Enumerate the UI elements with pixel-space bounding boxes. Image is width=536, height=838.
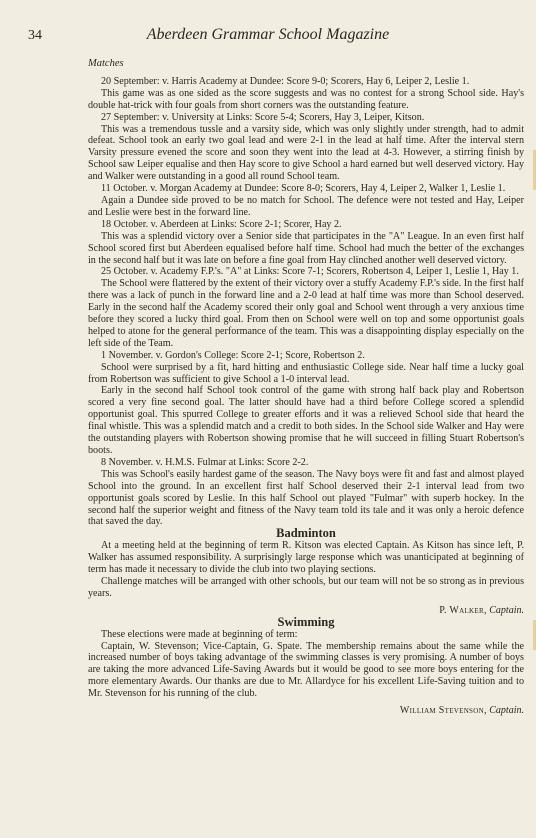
matches-paragraph: School were surprised by a fit, hard hitting and enthusiastic College side. Near half time a lucky goal from Robertson was sufficient to give School a 1-0 interval lead. (88, 361, 524, 385)
journal-title: Aberdeen Grammar School Magazine (146, 26, 390, 43)
matches-heading: Matches (88, 58, 124, 69)
swimming-signature (88, 705, 524, 717)
matches-paragraph: Again a Dundee side proved to be no match for School. The defence were not tested and Hay, Leiper and Leslie were best in the forward line. (88, 194, 524, 218)
swimming-paragraph: Captain, W. Stevenson; Vice-Captain, G. Spate. The membership remains about the same while the increased number of boys taking advantage of the swimming classes is very promising. A number of boys are taking the more advanced Life-Saving Awards but it would be good to see more boys entering for the more elementary Awards. Our thanks are due to Mr. Allardyce for his excellent Life-Saving tuition and to Mr. Stevenson for his running of the club. (88, 640, 524, 700)
matches-paragraph: 27 September: v. University at Links: Score 5-4; Scorers, Hay 3, Leiper, Kitson. (101, 111, 425, 123)
page-number: 34 (28, 28, 42, 43)
matches-paragraph: Early in the second half School took control of the game with strong half back play and Robertson scored a very fine second goal. The latter should have had a third before College scored a splendid opportunist goal. This spurred College to greater efforts and it was a relieved School side that heard the final whistle. This was a splendid match and a credit to both sides. In the School side Walker and Hay were the outstanding players with Robertson showing promise that he will succeed in filling Stuart Robertson's boots. (88, 385, 524, 456)
matches-paragraph: 18 October. v. Aberdeen at Links: Score 2-1; Scorer, Hay 2. (101, 218, 342, 230)
article-body (88, 56, 524, 717)
signature-role: Captain. (489, 604, 524, 616)
matches-paragraph: The School were flattered by the extent of their victory over a stuffy Academy F.P.'s side. In the first half there was a lack of punch in the forward line and a 2-0 lead at half time was more than School deserved. Early in the second half the Academy scored their only goal and School went through a very anxious time before they scored a lucky third goal. From then on School were well on top and some opportunist goals helped to atone for the general performance of the team. This was a disappointing display especially on the left side of the Team. (88, 278, 524, 349)
matches-paragraph: 11 October. v. Morgan Academy at Dundee: Score 8-0; Scorers, Hay 4, Leiper 2, Walker 1, Leslie 1. (101, 183, 506, 195)
matches-paragraph: 8 November. v. H.M.S. Fulmar at Links: Score 2-2. (101, 456, 309, 468)
running-header (28, 26, 508, 48)
swimming-paragraph: These elections were made at beginning of term: (101, 628, 298, 640)
swimming-heading: Swimming (277, 614, 335, 629)
signature-name: P. Walker, (439, 604, 487, 616)
signature-name: William Stevenson, (399, 705, 487, 717)
matches-paragraph: This game was as one sided as the score suggests and was no contest for a strong School side. Hay's double hat-trick with four goals from short corners was the outstanding feature. (88, 87, 524, 111)
matches-paragraph: 1 November. v. Gordon's College: Score 2-1; Score, Robertson 2. (101, 349, 365, 361)
badminton-paragraph: At a meeting held at the beginning of term R. Kitson was elected Captain. As Kitson has since left, P. Walker has assumed responsibility. A surprisingly large response which was unanticipated at beginning of term has made it necessary to divide the club into two playing sections. (88, 540, 524, 576)
matches-paragraph: This was a splendid victory over a Senior side that participates in the "A" League. In an even first half School scored first but Aberdeen equalised before half time. School had much the better of the exchanges in the second half but it was late on before a fine goal from Hay clinched another well deserved victory. (88, 230, 524, 266)
badminton-paragraph: Challenge matches will be arranged with other schools, but our team will not be so strong as in previous years. (88, 575, 524, 599)
matches-paragraph: 25 October. v. Academy F.P.'s. "A" at Links: Score 7-1; Scorers, Robertson 4, Leiper 1, Leslie 1, Hay 1. (101, 266, 519, 278)
signature-role: Captain. (489, 705, 524, 717)
badminton-heading: Badminton (276, 526, 336, 541)
matches-paragraph: 20 September: v. Harris Academy at Dundee: Score 9-0; Scorers, Hay 6, Leiper 2, Leslie 1. (101, 75, 470, 87)
matches-paragraph: This was a tremendous tussle and a varsity side, which was only slightly under strength, had to admit defeat. School took an early two goal lead and were 2-1 in the lead at half time. After the interval stern Varsity pressure evened the score and soon they went into the lead at 4-3. However, a stirring finish by School saw Leiper equalise and then Hay score to give School a hard earned but well deserved victory. Hay and Walker were outstanding in a good all round School team. (88, 123, 524, 183)
matches-paragraph: This was School's easily hardest game of the season. The Navy boys were fit and fast and almost played School into the ground. In an excellent first half School deserved their 2-1 interval lead from two opportunist goals scored by Leslie. In this half School out played "Fulmar" with superb hockey. In the second half the superior weight and fitness of the Navy team told its tale and it was only a heroic defence that saved the day. (88, 468, 524, 528)
